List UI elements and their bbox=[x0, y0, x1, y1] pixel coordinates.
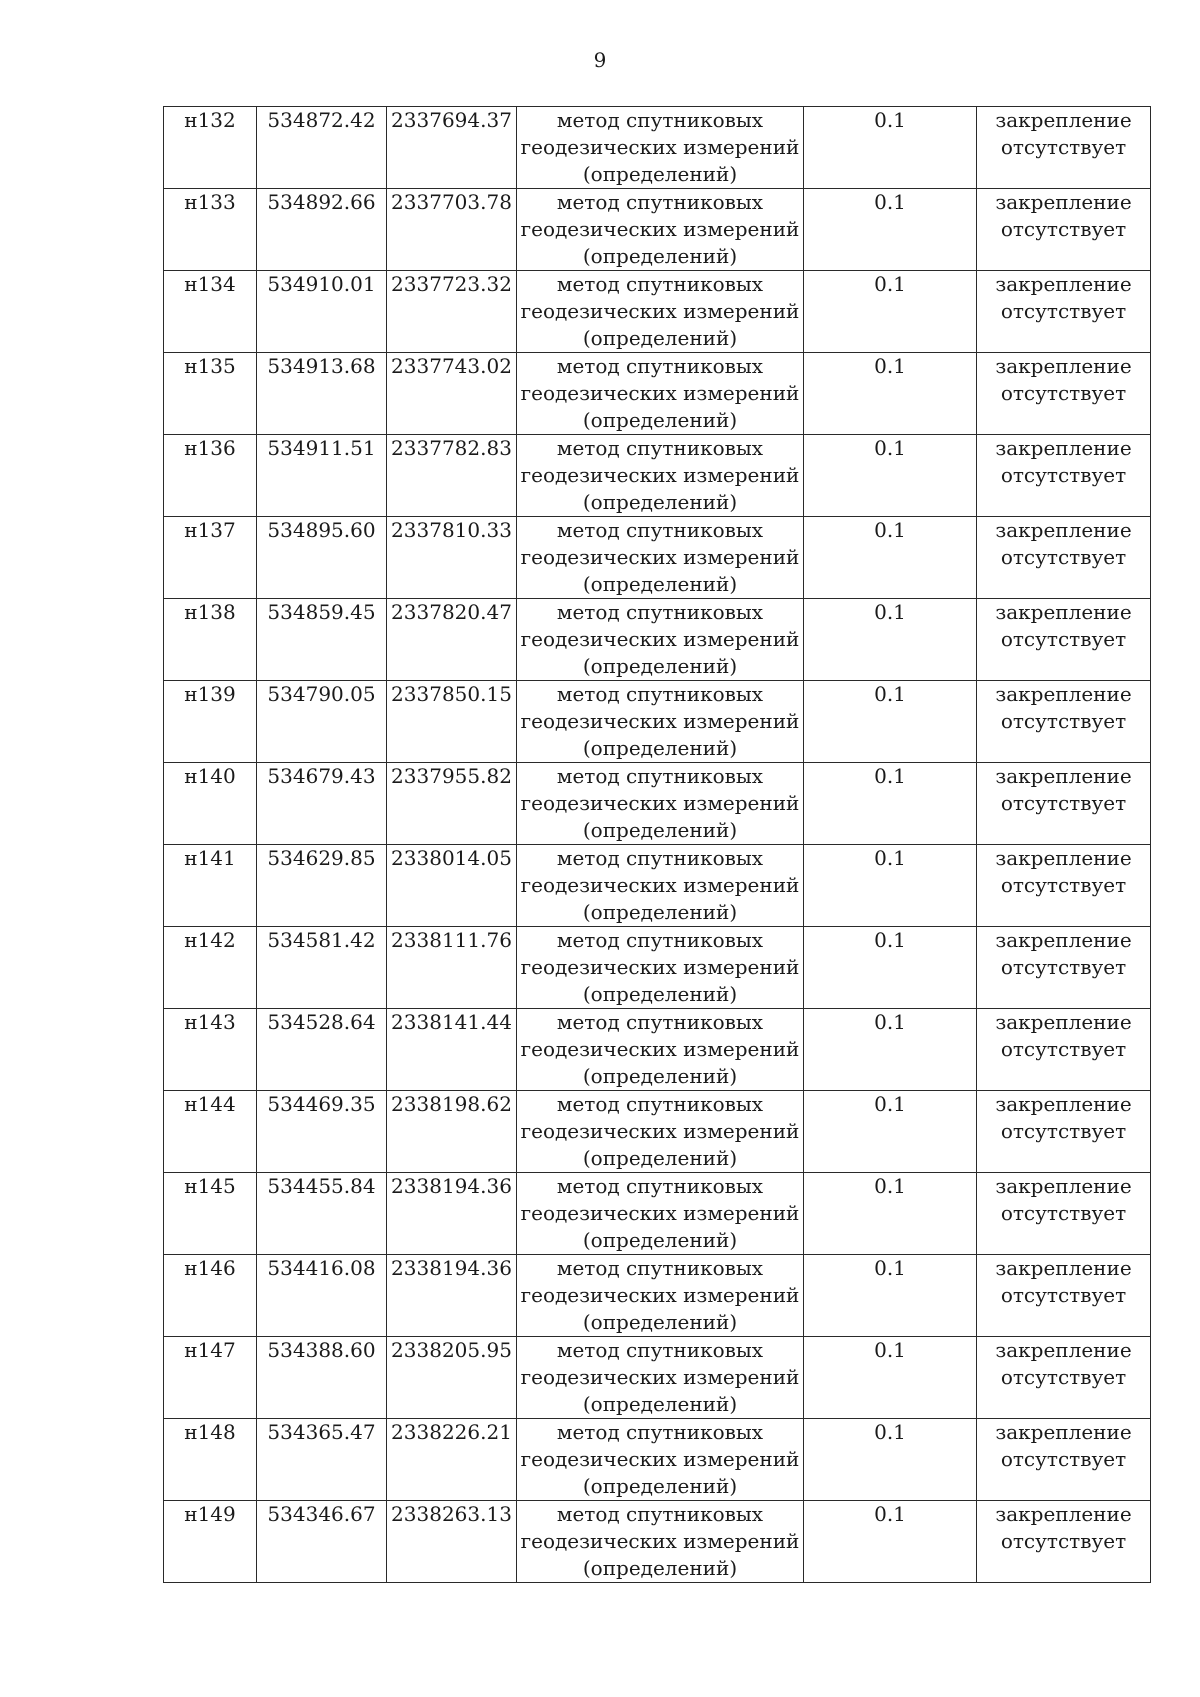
table-row bbox=[164, 1337, 1151, 1419]
cell-text: 534910.01 bbox=[267, 272, 376, 296]
cell-text: (определений) bbox=[582, 408, 738, 432]
x-coordinate-cell bbox=[257, 1337, 387, 1419]
cell-text: отсутствует bbox=[1000, 1201, 1127, 1225]
cell-text: метод спутниковых bbox=[556, 1420, 764, 1444]
table-row bbox=[164, 189, 1151, 271]
cell-text: закрепление bbox=[995, 190, 1132, 214]
x-coordinate-cell bbox=[257, 271, 387, 353]
cell-text: геодезических измерений bbox=[520, 791, 800, 815]
fixing-cell bbox=[977, 599, 1151, 681]
cell-text: 0.1 bbox=[874, 1010, 906, 1034]
point-name-cell bbox=[164, 271, 257, 353]
method-cell bbox=[517, 1255, 804, 1337]
cell-text: метод спутниковых bbox=[556, 518, 764, 542]
cell-text: 534455.84 bbox=[267, 1174, 376, 1198]
cell-text: метод спутниковых bbox=[556, 846, 764, 870]
cell-text: 2338194.36 bbox=[391, 1174, 512, 1198]
cell-text: н141 bbox=[184, 846, 236, 870]
cell-text: (определений) bbox=[582, 1474, 738, 1498]
cell-text: н136 bbox=[184, 436, 236, 460]
table-row bbox=[164, 1255, 1151, 1337]
cell-text: (определений) bbox=[582, 818, 738, 842]
accuracy-cell bbox=[804, 517, 977, 599]
cell-text: метод спутниковых bbox=[556, 928, 764, 952]
method-cell bbox=[517, 1419, 804, 1501]
method-cell bbox=[517, 927, 804, 1009]
table-row bbox=[164, 927, 1151, 1009]
cell-text: (определений) bbox=[582, 326, 738, 350]
fixing-cell bbox=[977, 271, 1151, 353]
point-name-cell bbox=[164, 107, 257, 189]
coordinates-table bbox=[163, 106, 1151, 1583]
x-coordinate-cell bbox=[257, 517, 387, 599]
x-coordinate-cell bbox=[257, 1091, 387, 1173]
cell-text: закрепление bbox=[995, 1420, 1132, 1444]
cell-text: 534911.51 bbox=[267, 436, 376, 460]
table-row bbox=[164, 353, 1151, 435]
x-coordinate-cell bbox=[257, 927, 387, 1009]
cell-text: 2337723.32 bbox=[391, 272, 512, 296]
y-coordinate-cell bbox=[387, 1255, 517, 1337]
cell-text: закрепление bbox=[995, 518, 1132, 542]
y-coordinate-cell bbox=[387, 435, 517, 517]
accuracy-cell bbox=[804, 1501, 977, 1583]
cell-text: метод спутниковых bbox=[556, 1256, 764, 1280]
table-body bbox=[164, 107, 1151, 1583]
cell-text: отсутствует bbox=[1000, 463, 1127, 487]
cell-text: закрепление bbox=[995, 764, 1132, 788]
method-cell bbox=[517, 599, 804, 681]
cell-text: 0.1 bbox=[874, 354, 906, 378]
point-name-cell bbox=[164, 681, 257, 763]
cell-text: 534892.66 bbox=[267, 190, 376, 214]
fixing-cell bbox=[977, 763, 1151, 845]
cell-text: 0.1 bbox=[874, 846, 906, 870]
cell-text: 2338263.13 bbox=[391, 1502, 512, 1526]
method-cell bbox=[517, 435, 804, 517]
point-name-cell bbox=[164, 353, 257, 435]
accuracy-cell bbox=[804, 353, 977, 435]
cell-text: н146 bbox=[184, 1256, 236, 1280]
cell-text: закрепление bbox=[995, 600, 1132, 624]
cell-text: геодезических измерений bbox=[520, 955, 800, 979]
cell-text: закрепление bbox=[995, 1256, 1132, 1280]
cell-text: (определений) bbox=[582, 244, 738, 268]
y-coordinate-cell bbox=[387, 599, 517, 681]
cell-text: 2337955.82 bbox=[391, 764, 512, 788]
cell-text: отсутствует bbox=[1000, 955, 1127, 979]
cell-text: отсутствует bbox=[1000, 1529, 1127, 1553]
cell-text: н149 bbox=[184, 1502, 236, 1526]
table-row bbox=[164, 271, 1151, 353]
cell-text: н143 bbox=[184, 1010, 236, 1034]
method-cell bbox=[517, 1337, 804, 1419]
cell-text: н134 bbox=[184, 272, 236, 296]
cell-text: 0.1 bbox=[874, 928, 906, 952]
y-coordinate-cell bbox=[387, 845, 517, 927]
cell-text: 2338198.62 bbox=[391, 1092, 512, 1116]
point-name-cell bbox=[164, 1255, 257, 1337]
cell-text: 534581.42 bbox=[267, 928, 376, 952]
cell-text: отсутствует bbox=[1000, 135, 1127, 159]
cell-text: закрепление bbox=[995, 1338, 1132, 1362]
cell-text: 0.1 bbox=[874, 518, 906, 542]
cell-text: 534365.47 bbox=[267, 1420, 376, 1444]
cell-text: метод спутниковых bbox=[556, 682, 764, 706]
method-cell bbox=[517, 763, 804, 845]
x-coordinate-cell bbox=[257, 845, 387, 927]
method-cell bbox=[517, 189, 804, 271]
accuracy-cell bbox=[804, 763, 977, 845]
cell-text: 2337694.37 bbox=[391, 108, 512, 132]
accuracy-cell bbox=[804, 1419, 977, 1501]
x-coordinate-cell bbox=[257, 1501, 387, 1583]
cell-text: 534895.60 bbox=[267, 518, 376, 542]
cell-text: 2338141.44 bbox=[391, 1010, 512, 1034]
cell-text: геодезических измерений bbox=[520, 627, 800, 651]
cell-text: отсутствует bbox=[1000, 545, 1127, 569]
cell-text: 2338014.05 bbox=[391, 846, 512, 870]
x-coordinate-cell bbox=[257, 763, 387, 845]
fixing-cell bbox=[977, 1091, 1151, 1173]
cell-text: метод спутниковых bbox=[556, 272, 764, 296]
cell-text: 534629.85 bbox=[267, 846, 376, 870]
cell-text: 534469.35 bbox=[267, 1092, 376, 1116]
cell-text: отсутствует bbox=[1000, 1365, 1127, 1389]
cell-text: 2337810.33 bbox=[391, 518, 512, 542]
y-coordinate-cell bbox=[387, 1337, 517, 1419]
cell-text: закрепление bbox=[995, 846, 1132, 870]
cell-text: 2338205.95 bbox=[391, 1338, 512, 1362]
cell-text: метод спутниковых bbox=[556, 1010, 764, 1034]
table-row bbox=[164, 1009, 1151, 1091]
cell-text: метод спутниковых bbox=[556, 354, 764, 378]
fixing-cell bbox=[977, 1501, 1151, 1583]
cell-text: отсутствует bbox=[1000, 299, 1127, 323]
cell-text: закрепление bbox=[995, 436, 1132, 460]
cell-text: н145 bbox=[184, 1174, 236, 1198]
cell-text: 2337782.83 bbox=[391, 436, 512, 460]
cell-text: геодезических измерений bbox=[520, 1529, 800, 1553]
cell-text: отсутствует bbox=[1000, 873, 1127, 897]
x-coordinate-cell bbox=[257, 681, 387, 763]
cell-text: метод спутниковых bbox=[556, 1338, 764, 1362]
point-name-cell bbox=[164, 1419, 257, 1501]
cell-text: геодезических измерений bbox=[520, 1447, 800, 1471]
cell-text: закрепление bbox=[995, 928, 1132, 952]
x-coordinate-cell bbox=[257, 435, 387, 517]
table-row bbox=[164, 599, 1151, 681]
cell-text: 2338226.21 bbox=[391, 1420, 512, 1444]
x-coordinate-cell bbox=[257, 1419, 387, 1501]
cell-text: геодезических измерений bbox=[520, 873, 800, 897]
point-name-cell bbox=[164, 1009, 257, 1091]
cell-text: 534679.43 bbox=[267, 764, 376, 788]
cell-text: н138 bbox=[184, 600, 236, 624]
cell-text: геодезических измерений bbox=[520, 1365, 800, 1389]
table-row bbox=[164, 107, 1151, 189]
cell-text: 0.1 bbox=[874, 1420, 906, 1444]
accuracy-cell bbox=[804, 271, 977, 353]
cell-text: 0.1 bbox=[874, 682, 906, 706]
page-number: 9 bbox=[593, 48, 607, 72]
cell-text: н148 bbox=[184, 1420, 236, 1444]
table-row bbox=[164, 517, 1151, 599]
cell-text: 534872.42 bbox=[267, 108, 376, 132]
y-coordinate-cell bbox=[387, 1173, 517, 1255]
cell-text: метод спутниковых bbox=[556, 1174, 764, 1198]
fixing-cell bbox=[977, 517, 1151, 599]
cell-text: н133 bbox=[184, 190, 236, 214]
cell-text: (определений) bbox=[582, 1392, 738, 1416]
point-name-cell bbox=[164, 1091, 257, 1173]
y-coordinate-cell bbox=[387, 271, 517, 353]
cell-text: 534388.60 bbox=[267, 1338, 376, 1362]
cell-text: (определений) bbox=[582, 982, 738, 1006]
cell-text: отсутствует bbox=[1000, 791, 1127, 815]
cell-text: 2337820.47 bbox=[391, 600, 512, 624]
cell-text: отсутствует bbox=[1000, 627, 1127, 651]
fixing-cell bbox=[977, 1009, 1151, 1091]
y-coordinate-cell bbox=[387, 1419, 517, 1501]
cell-text: (определений) bbox=[582, 1556, 738, 1580]
point-name-cell bbox=[164, 517, 257, 599]
cell-text: метод спутниковых bbox=[556, 190, 764, 214]
cell-text: 0.1 bbox=[874, 1174, 906, 1198]
cell-text: геодезических измерений bbox=[520, 217, 800, 241]
method-cell bbox=[517, 271, 804, 353]
cell-text: (определений) bbox=[582, 1228, 738, 1252]
accuracy-cell bbox=[804, 1009, 977, 1091]
cell-text: отсутствует bbox=[1000, 1037, 1127, 1061]
fixing-cell bbox=[977, 353, 1151, 435]
table-row bbox=[164, 1091, 1151, 1173]
cell-text: 534913.68 bbox=[267, 354, 376, 378]
accuracy-cell bbox=[804, 599, 977, 681]
accuracy-cell bbox=[804, 681, 977, 763]
method-cell bbox=[517, 681, 804, 763]
cell-text: метод спутниковых bbox=[556, 108, 764, 132]
method-cell bbox=[517, 1173, 804, 1255]
accuracy-cell bbox=[804, 1337, 977, 1419]
cell-text: 0.1 bbox=[874, 108, 906, 132]
y-coordinate-cell bbox=[387, 1501, 517, 1583]
cell-text: 2337743.02 bbox=[391, 354, 512, 378]
cell-text: закрепление bbox=[995, 354, 1132, 378]
point-name-cell bbox=[164, 1173, 257, 1255]
fixing-cell bbox=[977, 107, 1151, 189]
x-coordinate-cell bbox=[257, 189, 387, 271]
cell-text: метод спутниковых bbox=[556, 600, 764, 624]
x-coordinate-cell bbox=[257, 107, 387, 189]
cell-text: закрепление bbox=[995, 272, 1132, 296]
cell-text: (определений) bbox=[582, 900, 738, 924]
cell-text: 0.1 bbox=[874, 1502, 906, 1526]
cell-text: геодезических измерений bbox=[520, 299, 800, 323]
cell-text: н139 bbox=[184, 682, 236, 706]
cell-text: н137 bbox=[184, 518, 236, 542]
cell-text: отсутствует bbox=[1000, 217, 1127, 241]
fixing-cell bbox=[977, 189, 1151, 271]
method-cell bbox=[517, 1091, 804, 1173]
accuracy-cell bbox=[804, 845, 977, 927]
cell-text: метод спутниковых bbox=[556, 1092, 764, 1116]
cell-text: закрепление bbox=[995, 1010, 1132, 1034]
accuracy-cell bbox=[804, 1255, 977, 1337]
fixing-cell bbox=[977, 681, 1151, 763]
fixing-cell bbox=[977, 845, 1151, 927]
cell-text: (определений) bbox=[582, 490, 738, 514]
cell-text: 2338111.76 bbox=[391, 928, 512, 952]
x-coordinate-cell bbox=[257, 353, 387, 435]
cell-text: н142 bbox=[184, 928, 236, 952]
cell-text: отсутствует bbox=[1000, 1447, 1127, 1471]
y-coordinate-cell bbox=[387, 1009, 517, 1091]
method-cell bbox=[517, 517, 804, 599]
point-name-cell bbox=[164, 435, 257, 517]
cell-text: 0.1 bbox=[874, 764, 906, 788]
cell-text: н135 bbox=[184, 354, 236, 378]
cell-text: метод спутниковых bbox=[556, 1502, 764, 1526]
method-cell bbox=[517, 353, 804, 435]
cell-text: 534416.08 bbox=[267, 1256, 376, 1280]
table-row bbox=[164, 1501, 1151, 1583]
method-cell bbox=[517, 1501, 804, 1583]
method-cell bbox=[517, 107, 804, 189]
y-coordinate-cell bbox=[387, 763, 517, 845]
point-name-cell bbox=[164, 189, 257, 271]
table-row bbox=[164, 681, 1151, 763]
cell-text: закрепление bbox=[995, 1092, 1132, 1116]
x-coordinate-cell bbox=[257, 599, 387, 681]
table-row bbox=[164, 1173, 1151, 1255]
cell-text: (определений) bbox=[582, 162, 738, 186]
cell-text: закрепление bbox=[995, 108, 1132, 132]
cell-text: отсутствует bbox=[1000, 1283, 1127, 1307]
point-name-cell bbox=[164, 763, 257, 845]
cell-text: (определений) bbox=[582, 1064, 738, 1088]
cell-text: отсутствует bbox=[1000, 381, 1127, 405]
cell-text: н144 bbox=[184, 1092, 236, 1116]
cell-text: геодезических измерений bbox=[520, 381, 800, 405]
y-coordinate-cell bbox=[387, 681, 517, 763]
y-coordinate-cell bbox=[387, 189, 517, 271]
y-coordinate-cell bbox=[387, 107, 517, 189]
cell-text: н140 bbox=[184, 764, 236, 788]
cell-text: геодезических измерений bbox=[520, 463, 800, 487]
cell-text: геодезических измерений bbox=[520, 545, 800, 569]
cell-text: н132 bbox=[184, 108, 236, 132]
point-name-cell bbox=[164, 927, 257, 1009]
fixing-cell bbox=[977, 1419, 1151, 1501]
cell-text: 0.1 bbox=[874, 436, 906, 460]
accuracy-cell bbox=[804, 927, 977, 1009]
cell-text: (определений) bbox=[582, 1310, 738, 1334]
cell-text: 2338194.36 bbox=[391, 1256, 512, 1280]
cell-text: 0.1 bbox=[874, 1338, 906, 1362]
cell-text: 534346.67 bbox=[267, 1502, 376, 1526]
y-coordinate-cell bbox=[387, 927, 517, 1009]
cell-text: 2337850.15 bbox=[391, 682, 512, 706]
cell-text: метод спутниковых bbox=[556, 436, 764, 460]
cell-text: 534528.64 bbox=[267, 1010, 376, 1034]
point-name-cell bbox=[164, 1337, 257, 1419]
cell-text: (определений) bbox=[582, 572, 738, 596]
cell-text: (определений) bbox=[582, 654, 738, 678]
cell-text: 0.1 bbox=[874, 1092, 906, 1116]
cell-text: отсутствует bbox=[1000, 709, 1127, 733]
fixing-cell bbox=[977, 1337, 1151, 1419]
x-coordinate-cell bbox=[257, 1255, 387, 1337]
fixing-cell bbox=[977, 927, 1151, 1009]
cell-text: 534790.05 bbox=[267, 682, 376, 706]
cell-text: 0.1 bbox=[874, 1256, 906, 1280]
fixing-cell bbox=[977, 1255, 1151, 1337]
cell-text: отсутствует bbox=[1000, 1119, 1127, 1143]
x-coordinate-cell bbox=[257, 1009, 387, 1091]
accuracy-cell bbox=[804, 1173, 977, 1255]
y-coordinate-cell bbox=[387, 1091, 517, 1173]
point-name-cell bbox=[164, 599, 257, 681]
cell-text: закрепление bbox=[995, 682, 1132, 706]
x-coordinate-cell bbox=[257, 1173, 387, 1255]
accuracy-cell bbox=[804, 107, 977, 189]
cell-text: 2337703.78 bbox=[391, 190, 512, 214]
cell-text: геодезических измерений bbox=[520, 1119, 800, 1143]
cell-text: н147 bbox=[184, 1338, 236, 1362]
cell-text: закрепление bbox=[995, 1502, 1132, 1526]
y-coordinate-cell bbox=[387, 353, 517, 435]
fixing-cell bbox=[977, 1173, 1151, 1255]
cell-text: геодезических измерений bbox=[520, 1283, 800, 1307]
cell-text: 534859.45 bbox=[267, 600, 376, 624]
point-name-cell bbox=[164, 845, 257, 927]
cell-text: геодезических измерений bbox=[520, 1037, 800, 1061]
accuracy-cell bbox=[804, 435, 977, 517]
cell-text: метод спутниковых bbox=[556, 764, 764, 788]
table-row bbox=[164, 763, 1151, 845]
cell-text: закрепление bbox=[995, 1174, 1132, 1198]
point-name-cell bbox=[164, 1501, 257, 1583]
table-row bbox=[164, 1419, 1151, 1501]
method-cell bbox=[517, 1009, 804, 1091]
cell-text: 0.1 bbox=[874, 600, 906, 624]
cell-text: геодезических измерений bbox=[520, 709, 800, 733]
y-coordinate-cell bbox=[387, 517, 517, 599]
method-cell bbox=[517, 845, 804, 927]
cell-text: геодезических измерений bbox=[520, 1201, 800, 1225]
cell-text: (определений) bbox=[582, 1146, 738, 1170]
cell-text: (определений) bbox=[582, 736, 738, 760]
cell-text: 0.1 bbox=[874, 272, 906, 296]
cell-text: 0.1 bbox=[874, 190, 906, 214]
accuracy-cell bbox=[804, 189, 977, 271]
table-row bbox=[164, 435, 1151, 517]
table-row bbox=[164, 845, 1151, 927]
accuracy-cell bbox=[804, 1091, 977, 1173]
cell-text: геодезических измерений bbox=[520, 135, 800, 159]
fixing-cell bbox=[977, 435, 1151, 517]
